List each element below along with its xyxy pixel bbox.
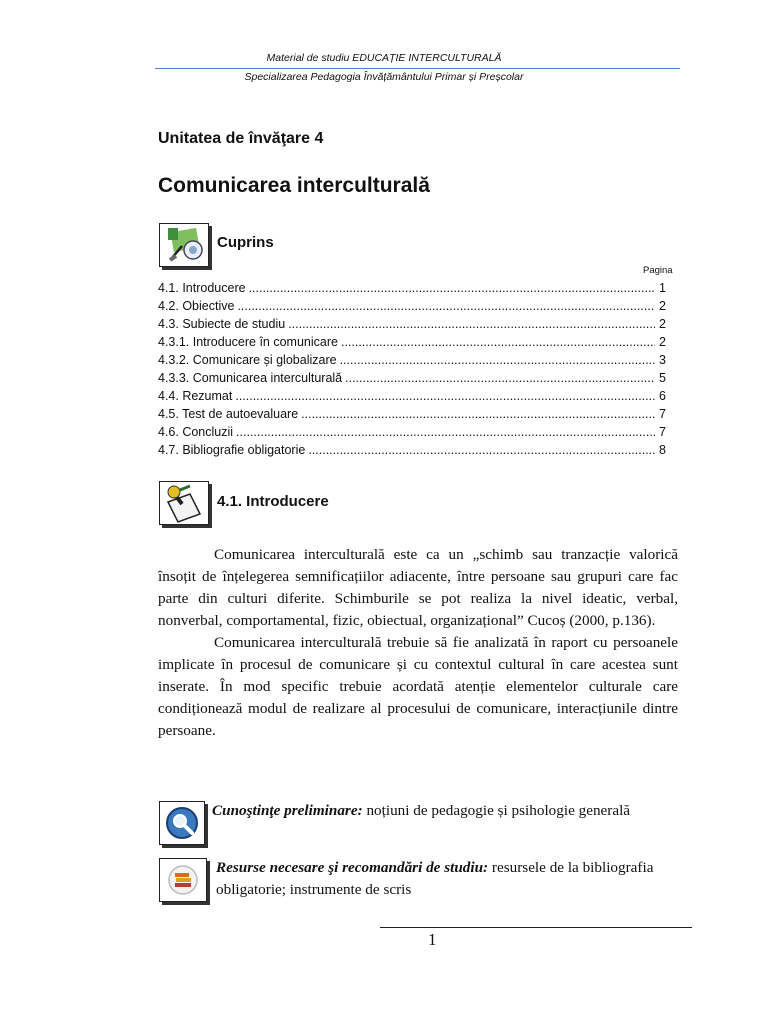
body-paragraph: Comunicarea interculturală este ca un „schimb sau tranzacție valorică însoțit de înțelegerea semnificațiilor adiacente, între persoane sau grupuri care fac parte din culturi diferite. Schimburile se pot realiza la nivel ideatic, verbal, nonverbal, comportamental, fizic, obiectual, organizațional” Cucoș (2000, p.136). <box>158 546 678 629</box>
toc-leader <box>288 315 655 333</box>
cuprins-icon <box>159 223 209 267</box>
section-body <box>158 544 678 742</box>
toc-leader <box>235 387 655 405</box>
toc-leader <box>237 297 655 315</box>
unit-label: Unitatea de învăţare 4 <box>158 130 324 147</box>
toc-page: 2 <box>659 335 666 349</box>
toc-row[interactable] <box>158 315 666 333</box>
note-label: Resurse necesare şi recomandări de studiu: <box>216 859 489 876</box>
table-of-contents <box>158 279 666 459</box>
toc-row[interactable] <box>158 441 666 459</box>
toc-row[interactable] <box>158 387 666 405</box>
introducere-icon <box>159 481 209 525</box>
toc-label: 4.3.3. Comunicarea interculturală <box>158 371 343 385</box>
toc-leader <box>340 351 655 369</box>
toc-row[interactable] <box>158 333 666 351</box>
toc-label: 4.6. Concluzii <box>158 425 234 439</box>
toc-page: 5 <box>659 371 666 385</box>
running-header-subtitle: Specializarea Pedagogia Învățământului Primar și Preșcolar <box>244 71 524 83</box>
page-title: Comunicarea interculturală <box>158 174 430 197</box>
note-prerequisites <box>212 800 670 822</box>
note-text: noțiuni de pedagogie și psihologie generală <box>362 802 631 819</box>
toc-row[interactable] <box>158 297 666 315</box>
body-paragraph: Comunicarea interculturală trebuie să fie analizată în raport cu persoanele implicate în procesul de comunicare și cu contextul cultural în care acestea sunt inserate. În mod specific trebuie acordată atenție elementelor culturale care condiționează modul de realizare al procesului de comunicare, interacțiunile dintre persoane. <box>158 634 678 739</box>
toc-page: 7 <box>659 407 666 421</box>
toc-page: 3 <box>659 353 666 367</box>
toc-page: 7 <box>659 425 666 439</box>
toc-leader <box>345 369 655 387</box>
toc-row[interactable] <box>158 423 666 441</box>
toc-leader <box>236 423 655 441</box>
contents-page-label: Pagina <box>643 265 673 276</box>
footer-rule <box>380 927 692 928</box>
header-divider <box>155 68 680 69</box>
note-resources <box>216 857 670 901</box>
toc-label: 4.1. Introducere <box>158 281 246 295</box>
toc-label: 4.3.1. Introducere în comunicare <box>158 335 338 349</box>
cunostinte-icon <box>159 801 205 845</box>
toc-page: 8 <box>659 443 666 457</box>
page-number: 1 <box>428 930 437 949</box>
note-text: resursele de la bibliografia obligatorie; instrumente de scris <box>216 859 654 898</box>
toc-leader <box>308 441 655 459</box>
toc-leader <box>341 333 655 351</box>
toc-row[interactable] <box>158 351 666 369</box>
contents-heading: Cuprins <box>217 234 274 251</box>
toc-leader <box>249 279 655 297</box>
toc-label: 4.4. Rezumat <box>158 389 233 403</box>
toc-page: 6 <box>659 389 666 403</box>
resurse-icon <box>159 858 207 902</box>
note-label: Cunoştinţe preliminare: <box>212 802 363 819</box>
toc-leader <box>301 405 655 423</box>
toc-row[interactable] <box>158 405 666 423</box>
toc-page: 1 <box>659 281 666 295</box>
toc-row[interactable] <box>158 369 666 387</box>
toc-label: 4.5. Test de autoevaluare <box>158 407 299 421</box>
toc-label: 4.3.2. Comunicare și globalizare <box>158 353 337 367</box>
toc-label: 4.7. Bibliografie obligatorie <box>158 443 306 457</box>
toc-label: 4.2. Obiective <box>158 299 235 313</box>
toc-row[interactable] <box>158 279 666 297</box>
toc-page: 2 <box>659 299 666 313</box>
toc-page: 2 <box>659 317 666 331</box>
running-header-title: Material de studiu EDUCAȚIE INTERCULTURALĂ <box>266 52 502 64</box>
toc-label: 4.3. Subiecte de studiu <box>158 317 286 331</box>
section-title: 4.1. Introducere <box>217 493 329 510</box>
